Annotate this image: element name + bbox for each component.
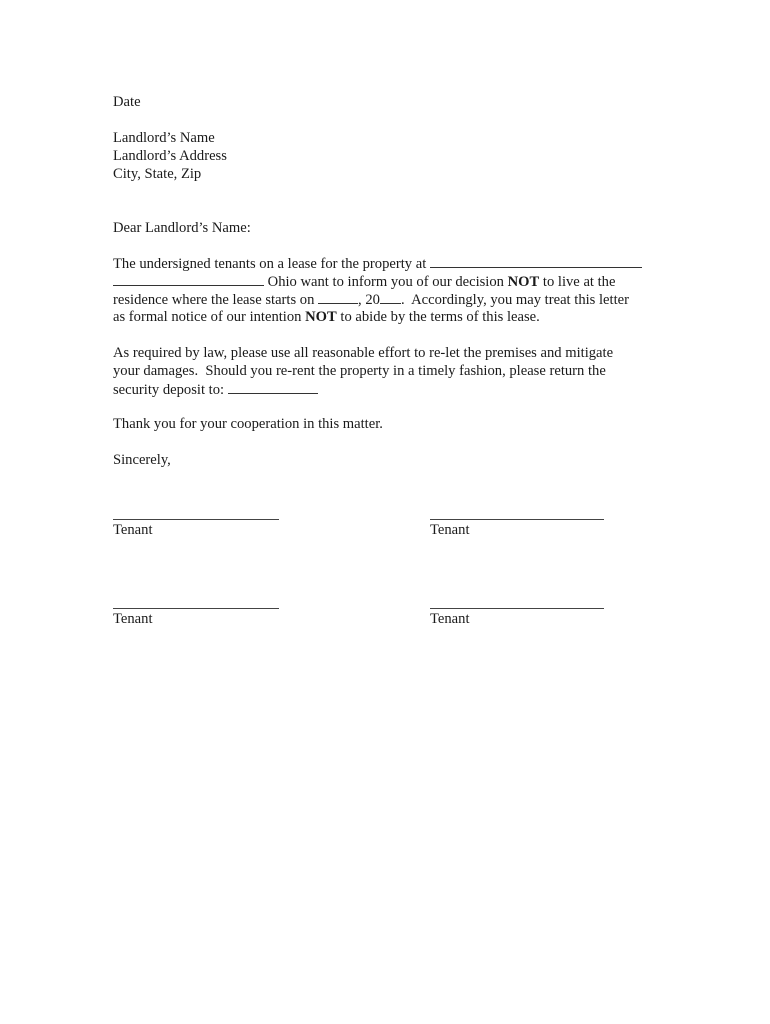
paragraph1-text: Ohio want to inform you of our decision xyxy=(267,274,504,290)
paragraph1-line4 xyxy=(113,308,540,326)
emphasis-not: NOT xyxy=(305,309,337,325)
date-line: Date xyxy=(113,94,141,110)
paragraph2-line3 xyxy=(113,380,318,399)
property-address-blank[interactable] xyxy=(430,254,642,268)
paragraph1-text: to live at the xyxy=(542,274,616,290)
paragraph1-text: as formal notice of our intention xyxy=(113,309,302,325)
signature-label: Tenant xyxy=(430,522,470,538)
paragraph1-line1 xyxy=(113,254,642,273)
property-city-blank[interactable] xyxy=(113,272,264,286)
deposit-address-blank[interactable] xyxy=(228,380,318,394)
signature-line[interactable] xyxy=(113,608,279,609)
city-state-zip-line: City, State, Zip xyxy=(113,166,202,182)
signature-label: Tenant xyxy=(113,611,153,627)
paragraph1-text: The undersigned tenants on a lease for the property at xyxy=(113,256,427,272)
lease-start-year-blank[interactable] xyxy=(380,290,401,304)
signature-line[interactable] xyxy=(113,519,279,520)
lease-start-date-blank[interactable] xyxy=(318,290,358,304)
signature-line[interactable] xyxy=(430,519,604,520)
paragraph1-text: to abide by the terms of this lease. xyxy=(340,309,540,325)
paragraph2-line1: As required by law, please use all reasonable effort to re-let the premises and mitigate xyxy=(113,345,614,361)
signature-label: Tenant xyxy=(430,611,470,627)
paragraph1-text: , 20 xyxy=(358,292,380,308)
emphasis-not: NOT xyxy=(507,274,540,290)
thanks-line: Thank you for your cooperation in this matter. xyxy=(113,416,383,432)
paragraph2-line2: your damages. Should you re-rent the property in a timely fashion, please return the xyxy=(113,363,606,379)
signature-label: Tenant xyxy=(113,522,153,538)
paragraph2-text: security deposit to: xyxy=(113,382,225,398)
landlord-name-line: Landlord’s Name xyxy=(113,130,215,146)
signature-line[interactable] xyxy=(430,608,604,609)
paragraph1-line3 xyxy=(113,290,629,309)
closing-line: Sincerely, xyxy=(113,452,171,468)
paragraph1-line2 xyxy=(113,272,615,291)
paragraph1-text: residence where the lease starts on xyxy=(113,292,315,308)
paragraph1-text: . Accordingly, you may treat this letter xyxy=(400,292,629,308)
landlord-address-line: Landlord’s Address xyxy=(113,148,227,164)
salutation: Dear Landlord’s Name: xyxy=(113,220,251,236)
